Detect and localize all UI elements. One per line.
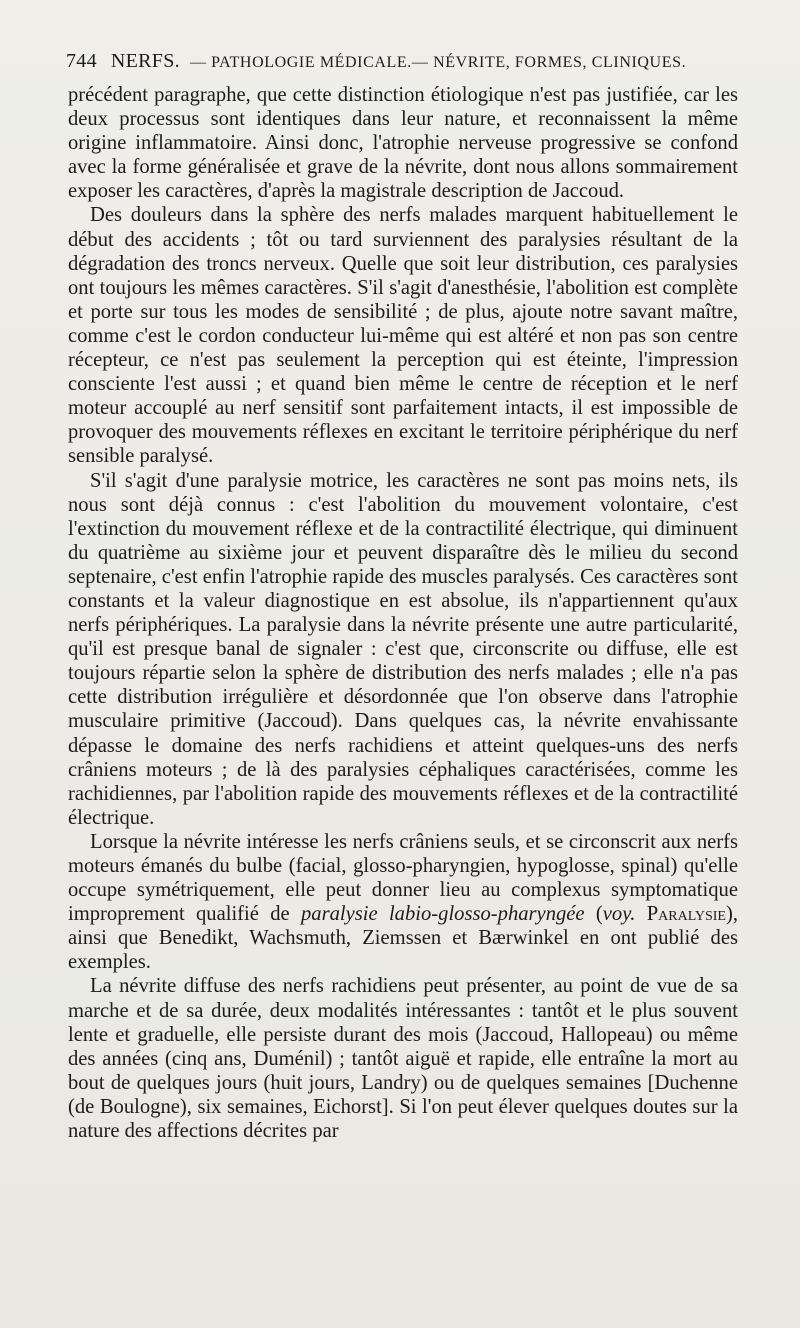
running-header — [66, 50, 742, 73]
paragraph-4-text-c — [635, 903, 646, 925]
paragraph-4-smallcaps-ref: Paralysie — [646, 903, 726, 926]
paragraph-5: La névrite diffuse des nerfs rachidiens peut présenter, au point de vue de sa marche et de sa durée, deux modalités intéressantes : tantôt et le plus souvent lente et graduelle, elle persiste durant des mois (Jaccoud, Hallopeau) ou même des années (cinq ans, Duménil) ; tantôt aiguë et rapide, elle entraîne la mort au bout de quelques jours (huit jours, Landry) ou de quelques semaines [Duchenne (de Boulogne), six semaines, Eichorst]. Si l'on peut élever quelques doutes sur la nature des affections décrites par — [68, 975, 738, 1143]
paragraph-4 — [68, 830, 738, 975]
paragraph-1: précédent paragraphe, que cette distinction étiologique n'est pas justifiée, car les deux processus sont identiques dans leur nature, et reconnaissent la même origine inflammatoire. Ainsi donc, l'atrophie nerveuse progressive se confond avec la forme généralisée et grave de la névrite, dont nous allons sommairement exposer les caractères, d'après la magistrale description de Jaccoud. — [68, 84, 738, 203]
header-subtitle: — PATHOLOGIE MÉDICALE.— NÉVRITE, FORMES, CLINIQUES. — [189, 54, 687, 71]
paragraph-2: Des douleurs dans la sphère des nerfs malades marquent habituellement le début des accidents ; tôt ou tard surviennent des paralysies résultant de la dégradation des troncs nerveux. Quelle que soit leur distribution, ces paralysies ont toujours les mêmes caractères. S'il s'agit d'anesthésie, l'abolition est complète et porte sur tous les modes de sensibilité ; de plus, ajoute notre savant maître, comme c'est le cordon conducteur lui-même qui est altéré et non pas son centre récepteur, ce n'est pas seulement la perception qui est éteinte, l'impression consciente l'est aussi ; et quand bien même le centre de réception et le nerf moteur accouplé au nerf sensitif sont parfaitement intacts, il est impossible de provoquer des mouvements réflexes en excitant le territoire périphérique du nerf sensible paralysé. — [68, 204, 738, 468]
page-number: 744 — [66, 50, 97, 72]
paragraph-4-text-b: ( — [584, 903, 603, 926]
page-body — [68, 83, 738, 1143]
header-title: NERFS. — [110, 50, 180, 72]
paragraph-4-italic-voy: voy. — [602, 903, 636, 926]
paragraph-4-text-d: ), ainsi que Benedikt, Wachsmuth, Ziemssen et Bærwinkel en ont publié des exemples. — [68, 903, 738, 974]
paragraph-3: S'il s'agit d'une paralysie motrice, les caractères ne sont pas moins nets, ils nous sont déjà connus : c'est l'abolition du mouvement volontaire, c'est l'extinction du mouvement réflexe et de la contractilité électrique, qui diminuent du quatrième au sixième jour et peuvent disparaître dès le milieu du second septenaire, c'est enfin l'atrophie rapide des muscles paralysés. Ces caractères sont constants et la valeur diagnostique en est absolue, ils n'appartiennent qu'aux nerfs périphériques. La paralysie dans la névrite présente une autre particularité, qu'il est presque banal de signaler : c'est que, circonscrite ou diffuse, elle est toujours répartie selon la sphère de distribution des nerfs malades ; elle n'a pas cette distribution irrégulière et désordonnée que l'on observe dans l'atrophie musculaire primitive (Jaccoud). Dans quelques cas, la névrite envahissante dépasse le domaine des nerfs rachidiens et atteint quelques-uns des nerfs crâniens moteurs ; de là des paralysies céphaliques caractérisées, comme les rachidiennes, par l'abolition rapide des mouvements réflexes et de la contractilité électrique. — [68, 469, 738, 829]
paragraph-4-text-a: Lorsque la névrite intéresse les nerfs crâniens seuls, et se circonscrit aux nerfs moteurs émanés du bulbe (facial, glosso-pharyngien, hypoglosse, spinal) qu'elle occupe symétriquement, elle peut donner lieu au complexus symptomatique improprement qualifié de — [68, 830, 738, 926]
paragraph-4-italic-term: paralysie labio-glosso-pharyngée — [300, 903, 585, 926]
